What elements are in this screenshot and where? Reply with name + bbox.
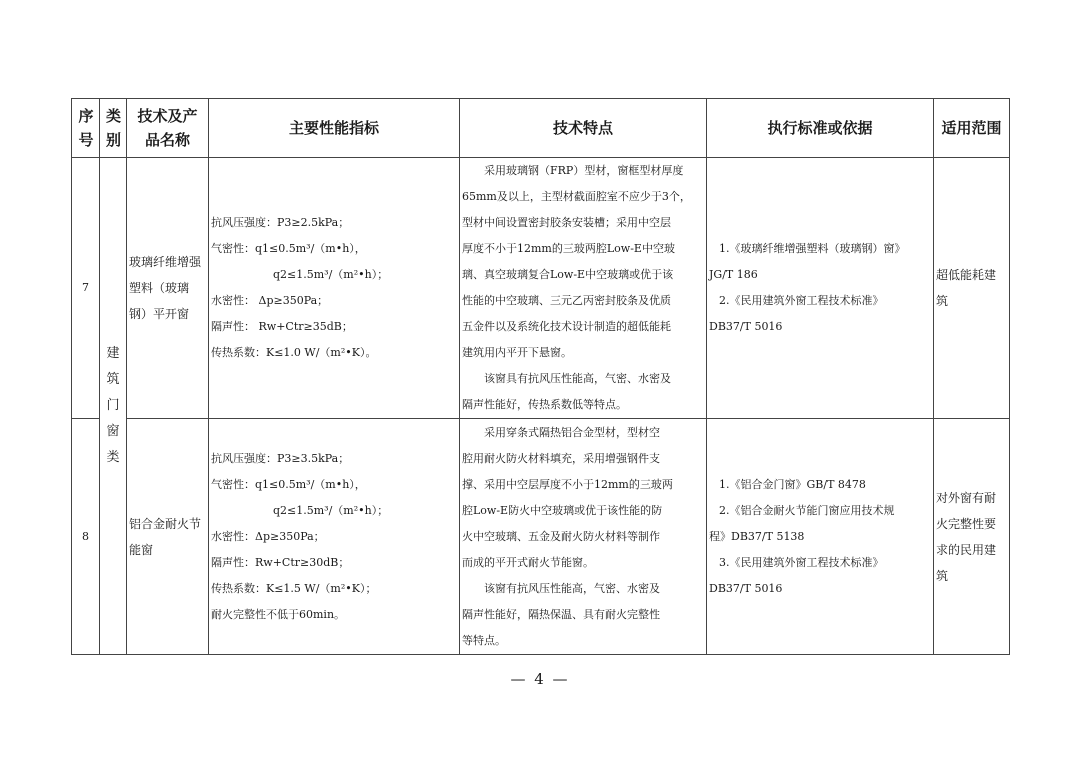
perf-air-2: q2≤1.5m³/（m²•h）； — [273, 268, 389, 281]
feature-line: 璃、真空玻璃复合Low-E中空玻璃或优于该 — [462, 268, 674, 281]
feature-line: 隔声性能好，传热系数低等特点。 — [462, 398, 627, 411]
perf-air-1: 气密性：q1≤0.5m³/（m•h）， — [211, 477, 366, 491]
header-name: 技术及产品名称 — [127, 99, 209, 158]
header-row — [72, 99, 1010, 158]
standard-line: 1.《铝合金门窗》GB/T 8478 — [719, 477, 866, 491]
table-row — [72, 158, 1010, 419]
header-category: 类别 — [100, 99, 127, 158]
feature-line: 火中空玻璃、五金及耐火防火材料等制作 — [462, 529, 660, 543]
category-label: 建筑门窗类 — [106, 346, 120, 465]
feature-line: 该窗有抗风压性能高，气密、水密及 — [484, 581, 660, 595]
features-cell — [460, 419, 707, 655]
scope-cell: 对外窗有耐火完整性要求的民用建筑 — [934, 419, 1010, 655]
feature-line: 腔Low-E防火中空玻璃或优于该性能的防 — [462, 503, 663, 517]
perf-water: 水密性： Δp≥350Pa； — [211, 294, 329, 307]
perf-air-2: q2≤1.5m³/（m²•h）； — [273, 503, 389, 517]
standard-line: 3.《民用建筑外窗工程技术标准》 — [719, 555, 884, 569]
header-performance: 主要性能指标 — [209, 99, 460, 158]
standard-line: DB37/T 5016 — [709, 320, 783, 333]
feature-line: 而成的平开式耐火节能窗。 — [462, 555, 594, 569]
product-name: 玻璃纤维增强塑料（玻璃钢）平开窗 — [127, 158, 209, 419]
perf-air-1: 气密性：q1≤0.5m³/（m•h）， — [211, 242, 366, 255]
header-standards: 执行标准或依据 — [707, 99, 934, 158]
performance-cell — [209, 419, 460, 655]
feature-line: 腔用耐火防火材料填充，采用增强钢件支 — [462, 451, 660, 465]
standards-cell — [707, 158, 934, 419]
row-seq: 7 — [72, 158, 100, 419]
standard-line: 程》DB37/T 5138 — [709, 529, 805, 543]
perf-fire: 耐火完整性不低于60min。 — [211, 607, 346, 621]
perf-wind: 抗风压强度：P3≥2.5kPa； — [211, 216, 350, 229]
standards-cell — [707, 419, 934, 655]
feature-line: 隔声性能好，隔热保温、具有耐火完整性 — [462, 607, 660, 621]
table-row — [72, 419, 1010, 655]
perf-heat: 传热系数：K≤1.5 W/（m²•K）； — [211, 581, 377, 595]
scope-cell: 超低能耗建筑 — [934, 158, 1010, 419]
perf-sound: 隔声性：Rw+Ctr≥30dB； — [211, 555, 350, 569]
row-seq: 8 — [72, 419, 100, 655]
standard-line: JG/T 186 — [709, 268, 758, 281]
standard-line: 2.《铝合金耐火节能门窗应用技术规 — [719, 503, 895, 517]
feature-line: 采用玻璃钢（FRP）型材，窗框型材厚度 — [484, 164, 684, 177]
feature-line: 型材中间设置密封胶条安装槽；采用中空层 — [462, 216, 671, 229]
header-seq: 序号 — [72, 99, 100, 158]
feature-line: 五金件以及系统化技术设计制造的超低能耗 — [462, 320, 671, 333]
feature-line: 性能的中空玻璃、三元乙丙密封胶条及优质 — [462, 294, 671, 307]
standard-line: 1.《玻璃纤维增强塑料（玻璃钢）窗》 — [719, 242, 906, 255]
perf-heat: 传热系数：K≤1.0 W/（m²•K）。 — [211, 346, 377, 359]
features-cell — [460, 158, 707, 419]
feature-line: 厚度不小于12mm的三玻两腔Low-E中空玻 — [462, 242, 675, 255]
feature-line: 建筑用内平开下悬窗。 — [462, 346, 572, 359]
perf-sound: 隔声性： Rw+Ctr≥35dB； — [211, 320, 353, 333]
feature-line: 65mm及以上，主型材截面腔室不应少于3个， — [462, 190, 691, 203]
feature-line: 撑、采用中空层厚度不小于12mm的三玻两 — [462, 477, 673, 491]
standard-line: DB37/T 5016 — [709, 581, 783, 595]
performance-cell — [209, 158, 460, 419]
perf-wind: 抗风压强度：P3≥3.5kPa； — [211, 451, 350, 465]
feature-line: 等特点。 — [462, 633, 506, 647]
page-number: — 4 — — [510, 670, 570, 688]
category-cell — [100, 158, 127, 655]
header-scope: 适用范围 — [934, 99, 1010, 158]
standard-line: 2.《民用建筑外窗工程技术标准》 — [719, 294, 884, 307]
header-features: 技术特点 — [460, 99, 707, 158]
product-name: 铝合金耐火节能窗 — [127, 419, 209, 655]
spec-table — [71, 98, 1010, 655]
feature-line: 该窗具有抗风压性能高，气密、水密及 — [484, 372, 671, 385]
perf-water: 水密性：Δp≥350Pa； — [211, 529, 325, 543]
feature-line: 采用穿条式隔热铝合金型材，型材空 — [484, 425, 660, 439]
